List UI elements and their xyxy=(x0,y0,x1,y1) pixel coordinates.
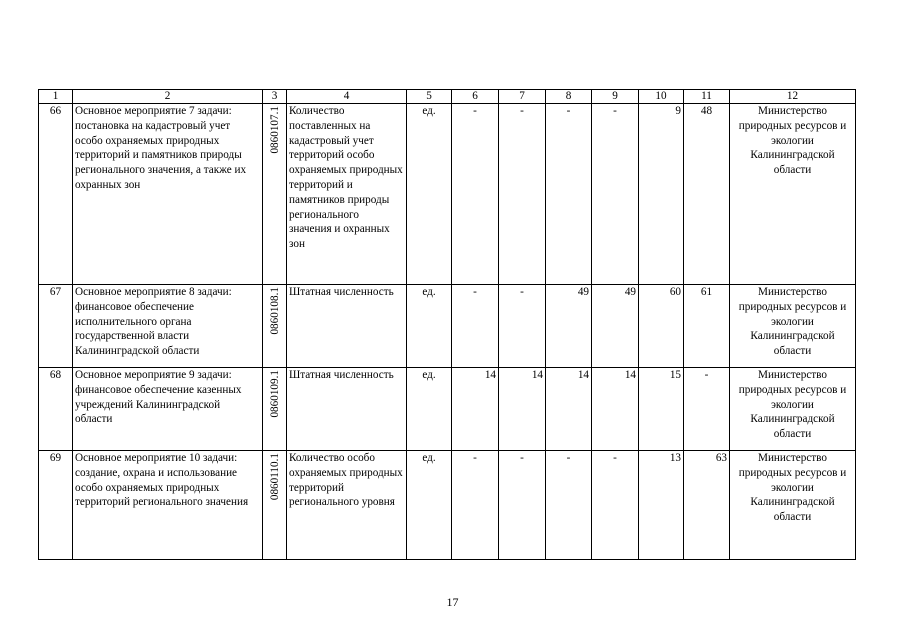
column-header: 6 xyxy=(452,90,499,104)
row-number: 69 xyxy=(39,451,73,560)
code-text: 0860110.1 xyxy=(268,453,281,501)
column-header: 5 xyxy=(407,90,452,104)
unit-cell: ед. xyxy=(407,368,452,451)
table-row xyxy=(39,368,856,451)
column-header: 9 xyxy=(592,90,639,104)
table-row xyxy=(39,104,856,285)
value-cell: 14 xyxy=(546,368,592,451)
measure-cell: Основное мероприятие 10 задачи: создание, охрана и использование особо охраняемых природных территорий регионального значения xyxy=(73,451,263,560)
value-cell: - xyxy=(452,285,499,368)
value-cell: 60 xyxy=(639,285,684,368)
unit-cell: ед. xyxy=(407,285,452,368)
row-number: 67 xyxy=(39,285,73,368)
code-cell xyxy=(263,104,287,285)
measure-cell: Основное мероприятие 9 задачи: финансовое обеспечение казенных учреждений Калининградской области xyxy=(73,368,263,451)
value-cell: 63 xyxy=(684,451,730,560)
indicator-cell: Штатная численность xyxy=(287,285,407,368)
table-row xyxy=(39,285,856,368)
code-cell xyxy=(263,368,287,451)
value-cell: 9 xyxy=(639,104,684,285)
value-cell: 14 xyxy=(452,368,499,451)
page-number: 17 xyxy=(446,595,459,609)
column-header: 4 xyxy=(287,90,407,104)
value-cell: - xyxy=(499,451,546,560)
value-cell: 13 xyxy=(639,451,684,560)
value-cell: 61 xyxy=(684,285,730,368)
header-row xyxy=(39,90,856,104)
value-cell: - xyxy=(592,104,639,285)
value-cell: 49 xyxy=(546,285,592,368)
value-cell: - xyxy=(546,104,592,285)
column-header: 2 xyxy=(73,90,263,104)
value-cell: - xyxy=(499,104,546,285)
unit-cell: ед. xyxy=(407,451,452,560)
table-row xyxy=(39,451,856,560)
column-header: 7 xyxy=(499,90,546,104)
value-cell: - xyxy=(452,451,499,560)
column-header: 12 xyxy=(730,90,856,104)
code-text: 0860108.1 xyxy=(268,287,281,335)
column-header: 8 xyxy=(546,90,592,104)
code-text: 0860109.1 xyxy=(268,370,281,418)
data-table xyxy=(38,89,856,560)
value-cell: 14 xyxy=(592,368,639,451)
measure-cell: Основное мероприятие 8 задачи: финансовое обеспечение исполнительного органа государственной власти Калининградской области xyxy=(73,285,263,368)
executor-cell: Министерство природных ресурсов и экологии Калининградской области xyxy=(730,368,856,451)
row-number: 68 xyxy=(39,368,73,451)
executor-cell: Министерство природных ресурсов и экологии Калининградской области xyxy=(730,285,856,368)
value-cell: 14 xyxy=(499,368,546,451)
value-cell: 15 xyxy=(639,368,684,451)
executor-cell: Министерство природных ресурсов и экологии Калининградской области xyxy=(730,104,856,285)
column-header: 11 xyxy=(684,90,730,104)
value-cell: - xyxy=(684,368,730,451)
code-text: 0860107.1 xyxy=(268,106,281,154)
column-header: 10 xyxy=(639,90,684,104)
column-header: 3 xyxy=(263,90,287,104)
value-cell: - xyxy=(592,451,639,560)
row-number: 66 xyxy=(39,104,73,285)
unit-cell: ед. xyxy=(407,104,452,285)
value-cell: - xyxy=(452,104,499,285)
value-cell: - xyxy=(546,451,592,560)
executor-cell: Министерство природных ресурсов и экологии Калининградской области xyxy=(730,451,856,560)
indicator-cell: Штатная численность xyxy=(287,368,407,451)
indicator-cell: Количество поставленных на кадастровый учет территорий особо охраняемых природных территорий и памятников природы регионального значения и охранных зон xyxy=(287,104,407,285)
value-cell: - xyxy=(499,285,546,368)
indicator-cell: Количество особо охраняемых природных территорий регионального уровня xyxy=(287,451,407,560)
value-cell: 49 xyxy=(592,285,639,368)
code-cell xyxy=(263,451,287,560)
column-header: 1 xyxy=(39,90,73,104)
value-cell: 48 xyxy=(684,104,730,285)
code-cell xyxy=(263,285,287,368)
measure-cell: Основное мероприятие 7 задачи: постановка на кадастровый учет особо охраняемых природных территорий и памятников природы регионального значения, а также их охранных зон xyxy=(73,104,263,285)
